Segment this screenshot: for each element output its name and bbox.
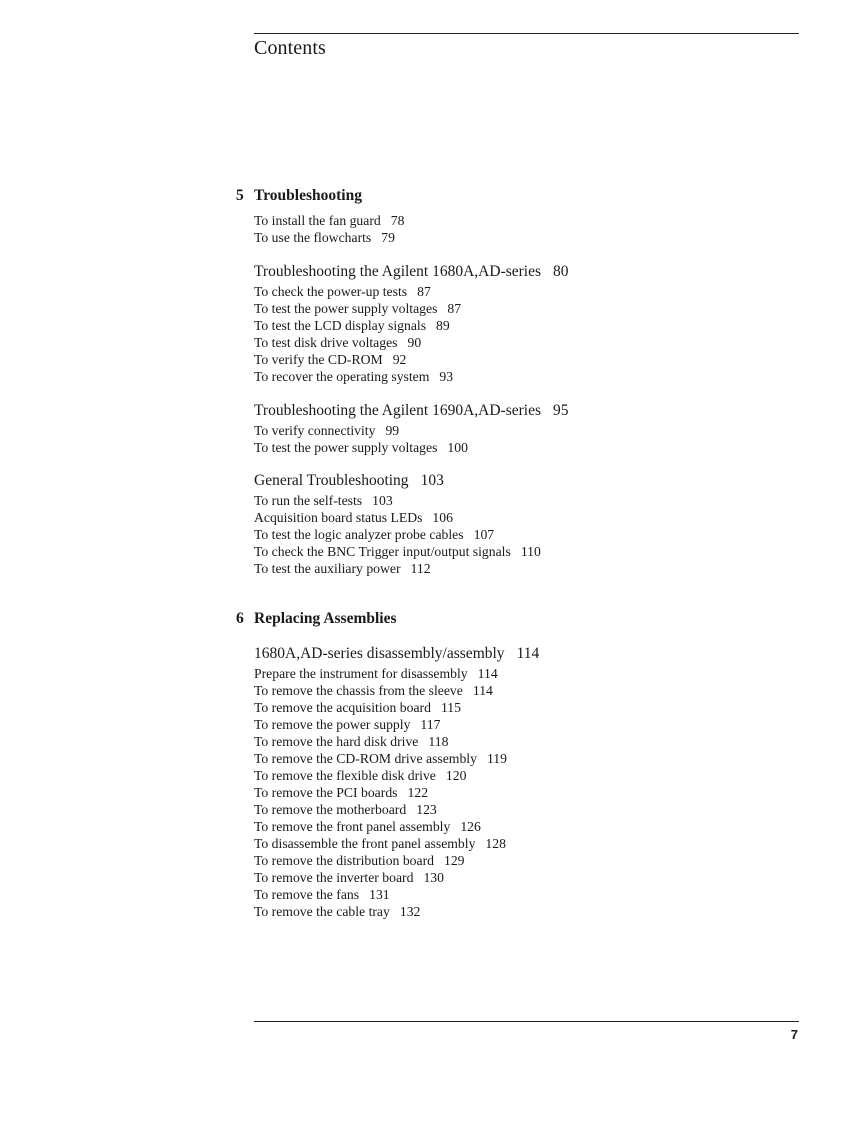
bottom-rule (254, 1021, 799, 1022)
toc-entry[interactable]: To check the power-up tests 87 (254, 284, 431, 299)
toc-entry[interactable]: To remove the PCI boards 122 (254, 785, 429, 800)
toc-entry[interactable]: To remove the fans 131 (254, 887, 390, 902)
chapter-5-intro (254, 212, 404, 246)
toc-entry[interactable]: To test the LCD display signals 89 (254, 318, 450, 333)
toc-entry[interactable]: To remove the CD-ROM drive assembly 119 (254, 751, 507, 766)
toc-entry[interactable]: To install the fan guard 78 (254, 213, 405, 228)
toc-entry[interactable]: To test the auxiliary power 112 (254, 561, 431, 576)
chapter-title: Replacing Assemblies (254, 610, 397, 627)
toc-entry[interactable]: To test the power supply voltages 87 (254, 301, 462, 316)
chapter-6-heading[interactable] (236, 610, 397, 628)
toc-entry[interactable]: To remove the acquisition board 115 (254, 700, 461, 715)
toc-entry[interactable]: To test disk drive voltages 90 (254, 335, 422, 350)
section-title[interactable]: Troubleshooting the Agilent 1690A,AD-series 95 (254, 402, 569, 419)
chapter-number: 5 (236, 187, 244, 204)
section-title[interactable]: General Troubleshooting 103 (254, 472, 444, 489)
toc-entry[interactable]: To remove the flexible disk drive 120 (254, 768, 467, 783)
toc-entry[interactable]: To test the logic analyzer probe cables 107 (254, 527, 495, 542)
toc-entry[interactable]: To remove the distribution board 129 (254, 853, 465, 868)
chapter-number: 6 (236, 610, 244, 627)
toc-entry[interactable]: To run the self-tests 103 (254, 493, 393, 508)
top-rule (254, 33, 799, 34)
section-title[interactable]: 1680A,AD-series disassembly/assembly 114 (254, 645, 540, 662)
section-title[interactable]: Troubleshooting the Agilent 1680A,AD-series 80 (254, 263, 569, 280)
section-general-troubleshooting (254, 471, 541, 577)
chapter-title: Troubleshooting (254, 187, 362, 204)
toc-entry[interactable]: To test the power supply voltages 100 (254, 440, 468, 455)
page-number: 7 (790, 1027, 798, 1042)
toc-entry[interactable]: To remove the hard disk drive 118 (254, 734, 449, 749)
section-troubleshooting-1690a (254, 401, 569, 456)
toc-entry[interactable]: To use the flowcharts 79 (254, 230, 395, 245)
section-1680a-disassembly (254, 644, 539, 920)
toc-entry[interactable]: To disassemble the front panel assembly 128 (254, 836, 506, 851)
toc-entry[interactable]: Acquisition board status LEDs 106 (254, 510, 453, 525)
toc-entry[interactable]: Prepare the instrument for disassembly 114 (254, 666, 498, 681)
toc-entry[interactable]: To remove the motherboard 123 (254, 802, 437, 817)
toc-entry[interactable]: To remove the chassis from the sleeve 114 (254, 683, 493, 698)
toc-entry[interactable]: To verify connectivity 99 (254, 423, 400, 438)
toc-entry[interactable]: To remove the power supply 117 (254, 717, 441, 732)
section-troubleshooting-1680a (254, 262, 569, 385)
toc-entry[interactable]: To verify the CD-ROM 92 (254, 352, 407, 367)
chapter-5-heading[interactable] (236, 187, 362, 205)
toc-entry[interactable]: To remove the front panel assembly 126 (254, 819, 481, 834)
page-title: Contents (254, 37, 326, 59)
toc-entry[interactable]: To remove the cable tray 132 (254, 904, 421, 919)
toc-entry[interactable]: To check the BNC Trigger input/output signals 110 (254, 544, 541, 559)
toc-entry[interactable]: To recover the operating system 93 (254, 369, 454, 384)
toc-entry[interactable]: To remove the inverter board 130 (254, 870, 444, 885)
